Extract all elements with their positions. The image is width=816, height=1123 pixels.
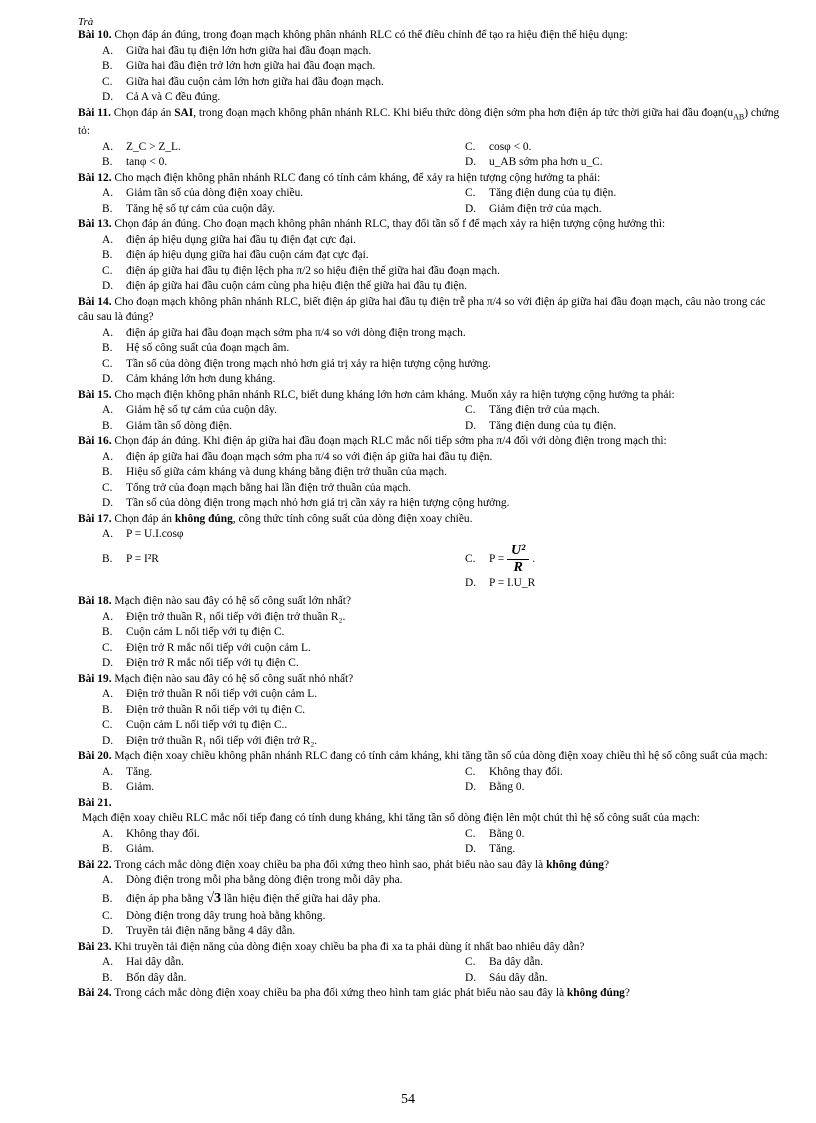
question-11: Bài 11. Chọn đáp án SAI, trong đoạn mạch không phân nhánh RLC. Khi biểu thức dòng điện sớm pha hơn điện áp tức thời giữa hai đầu $đoạn(u_{AB})$ chứng tỏ: (78, 106, 780, 138)
question-10: Bài 10. Chọn đáp án đúng, trong đoạn mạch không phân nhánh RLC có thể điều chỉnh để tạo ra hiệu điện thế hiệu dụng: (78, 29, 628, 41)
option-c: C. Giữa hai đầu cuộn cảm lớn hơn giữa hai đầu đoạn mạch. (102, 75, 384, 88)
question-22: Bài 22. Trong cách mắc dòng điện xoay chiều ba pha đối xứng theo hình sao, phát biểu nào sau đây là không đúng? (78, 858, 610, 871)
option-d: D. Cả A và C đều đúng. (102, 91, 221, 103)
option-b: B. Hệ số công suất của đoạn mạch âm. (102, 342, 290, 355)
page-number: 54 (401, 1092, 415, 1107)
option-a: A. Điện trở thuần R nối tiếp với cuộn cảm L. (102, 688, 318, 701)
option-a: A. P = U.I.cosφ (102, 528, 184, 541)
option-d: D. Điện trở R mắc nối tiếp với tụ điện C. (102, 657, 299, 670)
option-a: A. điện áp giữa hai đầu đoạn mạch sớm pha π/4 so với điện áp giữa hai đầu tụ điện. (102, 450, 493, 463)
option-b: B. Điện trở thuần R nối tiếp với tụ điện C. (102, 703, 306, 716)
option-b: B. điện áp pha bằng √3 lần hiệu điện thế giữa hai dây pha. (102, 890, 381, 906)
option-c: C. Điện trở R mắc nối tiếp với cuộn cảm L. (102, 641, 311, 654)
sqrt3-symbol: √3 (206, 890, 222, 906)
question-17: Bài 17. Chọn đáp án không đúng, công thức tính công suất của dòng điện xoay chiều. (78, 512, 473, 525)
options-row-bc: B. P = I²R C. P = $\frac{\text{U²}}{R}$ . (102, 542, 536, 575)
option-c: C. Tần số của dòng điện trong mạch nhỏ hơn giá trị xảy ra hiện tượng cộng hưởng. (102, 357, 491, 370)
option-a: A. Dòng điện trong mỗi pha bằng dòng điện trong mỗi dây pha. (102, 874, 403, 887)
question-19: Bài 19. Mạch điện nào sau đây có hệ số công suất nhỏ nhất? (78, 672, 354, 685)
options-row-bd: B. Giảm. D. Bằng 0. (102, 781, 525, 794)
question-23: Bài 23. Khi truyền tải điện năng của dòng điện xoay chiều ba pha đi xa ta phải dùng ít nhất bao nhiêu dây dẫn? (78, 940, 585, 953)
option-b: B. Hiệu số giữa cảm kháng và dung kháng bằng điện trở thuần của mạch. (102, 466, 447, 479)
question-21-text: Mạch điện xoay chiều RLC mắc nối tiếp đang có tính dung kháng, khi tăng tần số dòng điện lên một chút thì hệ số công suất của mạch: (82, 812, 700, 825)
option-b: B. điện áp hiệu dụng giữa hai đầu cuộn cảm đạt cực đại. (102, 249, 369, 262)
options-row-bd: B. Giảm tần số dòng điện. D. Tăng điện dung của tụ điện. (102, 419, 617, 432)
option-a: A. Giữa hai đầu tụ điện lớn hơn giữa hai đầu đoạn mạch. (102, 44, 372, 57)
question-14: Bài 14. Cho đoạn mạch không phân nhánh RLC, biết điện áp giữa hai đầu tụ điện trễ pha π/4 so với điện áp giữa hai đầu đoạn mạch, câu nào trong các câu sau là đúng? (78, 295, 766, 324)
option-c: C. Tổng trở của đoạn mạch bằng hai lần điện trở thuần của mạch. (102, 481, 412, 494)
option-c: C. Cuộn cảm L nối tiếp với tụ điện C.. (102, 719, 288, 732)
options-row-ac: A. Tăng. C. Không thay đổi. (102, 765, 563, 778)
options-row-bd: B. Giảm. D. Tăng. (102, 843, 516, 856)
option-b: B. Cuộn cảm L nối tiếp với tụ điện C. (102, 626, 285, 639)
option-c: C. điện áp giữa hai đầu tụ điện lệch pha π/2 so hiệu điện thế giữa hai đầu đoạn mạch. (102, 264, 500, 277)
options-row-bd: B. Bốn dây dẫn. D. Sáu dây dẫn. (102, 971, 548, 984)
question-12: Bài 12. Cho mạch điện không phân nhánh RLC đang có tính cảm kháng, để xảy ra hiện tượng cộng hưởng ta phải: (78, 171, 601, 184)
document-page (78, 16, 784, 1002)
options-row-ac: A. Giảm hệ số tự cảm của cuộn dây. C. Tăng điện trở của mạch. (102, 404, 600, 417)
options-row-d: D. P = I.U_R (465, 576, 536, 589)
option-a: A. điện áp hiệu dụng giữa hai đầu tụ điện đạt cực đại. (102, 233, 356, 246)
options-row-ac: A. Hai dây dẫn. C. Ba dây dẫn. (102, 956, 544, 969)
fraction-u2-over-r: $\frac{\text{U²}}{R}$ (507, 543, 529, 576)
question-21: Bài 21. (78, 796, 112, 809)
options-row-ac: A. Giảm tần số của dòng điện xoay chiều. C. Tăng điện dung của tụ điện. (102, 187, 617, 200)
option-d: D. Điện trở thuần R₁ nối tiếp với điện trở R₂. (102, 734, 318, 747)
options-row-bd: B. tanφ < 0. D. u_AB sớm pha hơn u_C. (102, 156, 603, 169)
options-row-bd: B. Tăng hệ số tự cảm của cuộn dây. D. Giảm điện trở của mạch. (102, 202, 602, 215)
question-18: Bài 18. Mạch điện nào sau đây có hệ số công suất lớn nhất? (78, 595, 352, 608)
options-row-ac: A. Z_C > Z_L. C. cosφ < 0. (102, 140, 532, 153)
question-24: Bài 24. Trong cách mắc dòng điện xoay chiều ba pha đối xứng theo hình tam giác phát biểu nào sau đây là không đúng? (78, 987, 630, 1000)
question-15: Bài 15. Cho mạch điện không phân nhánh RLC, biết dung kháng lớn hơn cảm kháng. Muốn xảy ra hiện tượng cộng hưởng ta phải: (78, 388, 675, 401)
option-b: B. Giữa hai đầu điện trở lớn hơn giữa hai đầu đoạn mạch. (102, 60, 376, 72)
option-a: A. điện áp giữa hai đầu đoạn mạch sớm pha π/4 so với dòng điện trong mạch. (102, 326, 466, 339)
option-d: D. Truyền tải điện năng bằng 4 dây dẫn. (102, 925, 296, 938)
question-16: Bài 16. Chọn đáp án đúng. Khi điện áp giữa hai đầu đoạn mạch RLC mắc nối tiếp sớm pha π/4 đối với dòng điện trong mạch thì: (78, 435, 667, 448)
option-d: D. điện áp giữa hai đầu cuộn cảm cùng pha hiệu điện thế giữa hai đầu tụ điện. (102, 280, 467, 293)
question-13: Bài 13. Chọn đáp án đúng. Cho đoạn mạch không phân nhánh RLC, thay đổi tần số f để mạch xảy ra hiện tượng cộng hưởng thì: (78, 218, 666, 231)
option-c: C. Dòng điện trong dây trung hoà bằng không. (102, 909, 326, 922)
option-d: D. Cảm kháng lớn hơn dung kháng. (102, 373, 276, 386)
option-a: A. Điện trở thuần R₁ nối tiếp với điện trở thuần R₂. (102, 610, 346, 623)
question-20: Bài 20. Mạch điện xoay chiều không phân nhánh RLC đang có tính cảm kháng, khi tăng tần số của dòng điện xoay chiều thì hệ số công suất của mạch: (78, 750, 768, 763)
page-header: Trà (78, 16, 94, 28)
option-d: D. Tần số của dòng điện trong mạch nhỏ hơn giá trị cần xảy ra hiện tượng cộng hưởng. (102, 497, 510, 510)
options-row-ac: A. Không thay đổi. C. Bằng 0. (102, 827, 525, 840)
